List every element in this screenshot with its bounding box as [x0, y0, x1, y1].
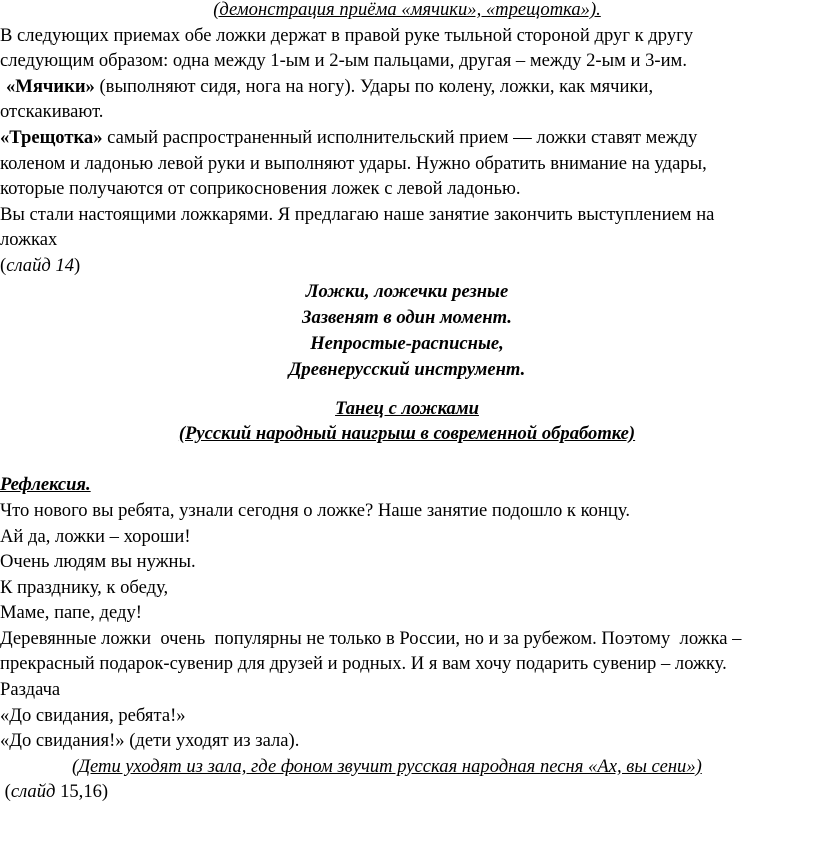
- treschotka-description: самый распространенный исполнительский прием — ложки ставят между: [102, 126, 698, 148]
- reflection-line: прекрасный подарок-сувенир для друзей и родных. И я вам хочу подарить сувенир – ложку.: [0, 653, 727, 675]
- finale-line-1: Вы стали настоящими ложкарями. Я предлагаю наше занятие закончить выступлением на: [0, 203, 715, 225]
- reflection-line: Раздача: [0, 679, 61, 701]
- myachiki-line-2: отскакивают.: [0, 101, 104, 123]
- verse-line-1: Ложки, ложечки резные: [305, 280, 509, 302]
- treschotka-line-2: коленом и ладонью левой руки и выполняют удары. Нужно обратить внимание на удары,: [0, 152, 707, 174]
- spacer: [0, 447, 814, 473]
- dance-subtitle: (Русский народный наигрыш в современной обработке): [178, 423, 636, 445]
- reflection-heading: Рефлексия.: [0, 474, 91, 496]
- myachiki-paragraph: [0, 74, 814, 100]
- slide-15-16-label: слайд: [10, 781, 56, 803]
- finale-line-2: ложках: [0, 229, 58, 251]
- treschotka-term: «Трещотка»: [0, 126, 103, 148]
- reflection-line: Очень людям вы нужны.: [0, 551, 196, 573]
- reflection-line: Ай да, ложки – хороши!: [0, 525, 191, 547]
- slide-14-reference: (слайд 14): [0, 254, 81, 276]
- myachiki-term: «Мячики»: [6, 75, 95, 97]
- instruction-line-2: следующим образом: одна между 1-ым и 2-ым пальцами, другая – между 2-ым и 3-им.: [0, 50, 687, 72]
- verse-line-3: Непростые-расписные,: [310, 332, 504, 354]
- dance-title: Танец с ложками: [335, 397, 479, 419]
- spacer: [0, 383, 814, 396]
- slide-14-label: слайд 14: [6, 254, 75, 276]
- slide-15-16-reference: (слайд 15,16): [0, 781, 109, 803]
- reflection-line: К празднику, к обеду,: [0, 576, 169, 598]
- verse-line-4: Древнерусский инструмент.: [288, 358, 526, 380]
- demo-note: (демонстрация приёма «мячики», «трещотка»).: [213, 0, 601, 20]
- instruction-line-1: В следующих приемах обе ложки держат в правой руке тыльной стороной друг к другу: [0, 24, 694, 46]
- reflection-line: Деревянные ложки очень популярны не только в России, но и за рубежом. Поэтому ложка –: [0, 627, 742, 649]
- verse-line-2: Зазвенят в один момент.: [302, 306, 512, 328]
- treschotka-line-3: которые получаются от соприкосновения ложек с левой ладонью.: [0, 178, 521, 200]
- closing-stage-direction: (Дети уходят из зала, где фоном звучит русская народная песня «Ах, вы сени»): [72, 755, 702, 777]
- treschotka-paragraph: [0, 125, 814, 151]
- reflection-line: «До свидания, ребята!»: [0, 704, 186, 726]
- reflection-line: Маме, папе, деду!: [0, 602, 142, 624]
- reflection-line: Что нового вы ребята, узнали сегодня о ложке? Наше занятие подошло к концу.: [0, 499, 630, 521]
- myachiki-description: (выполняют сидя, нога на ногу). Удары по колену, ложки, как мячики,: [94, 75, 654, 97]
- reflection-line: «До свидания!» (дети уходят из зала).: [0, 730, 300, 752]
